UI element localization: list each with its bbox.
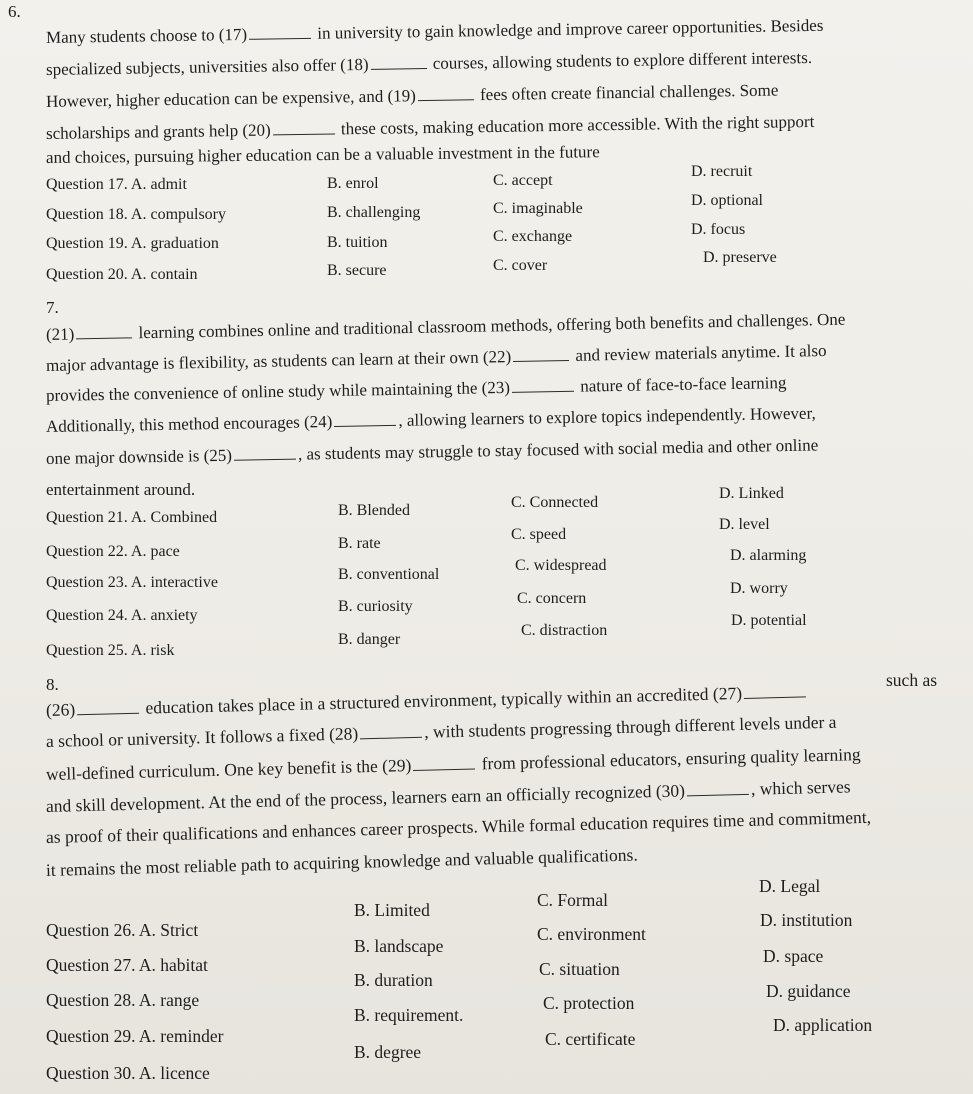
option-28-c[interactable]: C. situation [539, 959, 620, 979]
blank-25[interactable] [234, 447, 296, 461]
option-29-b[interactable]: B. requirement. [354, 1005, 464, 1025]
section-number-8: 8. [46, 675, 59, 694]
option-27-d[interactable]: D. institution [760, 910, 853, 930]
option-22-a[interactable]: A. pace [130, 543, 180, 560]
question-19: Question 19. A. graduation [46, 235, 219, 252]
section-number-6: 6. [8, 2, 21, 21]
passage-6-line-4: scholarships and grants help (20) these costs, making education more accessible. With the right support [45, 111, 815, 143]
option-18-c[interactable]: C. imaginable [493, 200, 583, 217]
passage-6-line-1: Many students choose to (17) in university to gain knowledge and improve career opportunities. Besides [45, 15, 824, 47]
option-26-c[interactable]: C. Formal [537, 890, 608, 910]
blank-17[interactable] [249, 26, 311, 40]
option-27-b[interactable]: B. landscape [354, 936, 444, 956]
blank-26[interactable] [77, 701, 139, 716]
question-21: Question 21. A. Combined [46, 509, 218, 526]
option-21-a[interactable]: A. Combined [130, 509, 218, 526]
passage-7-line-3: provides the convenience of online study while maintaining the (23) nature of face-to-face learning [45, 373, 787, 405]
option-30-b[interactable]: B. degree [354, 1042, 422, 1062]
passage-8-line-3: well-defined curriculum. One key benefit is the (29) from professional educators, ensuring quality learning [45, 744, 861, 784]
passage-7-line-2: major advantage is flexibility, as students can learn at their own (22) and review materials anytime. It also [45, 341, 827, 375]
option-21-c[interactable]: C. Connected [511, 494, 599, 511]
option-21-b[interactable]: B. Blended [338, 502, 410, 519]
option-28-a[interactable]: A. range [138, 990, 200, 1010]
question-22: Question 22. A. pace [46, 543, 180, 560]
option-22-b[interactable]: B. rate [338, 535, 381, 552]
question-26: Question 26. A. Strict [46, 920, 199, 940]
passage-8-line-2: a school or university. It follows a fixed (28) , with students progressing through different levels under a [45, 711, 837, 751]
option-22-c[interactable]: C. speed [511, 526, 567, 543]
passage-6-line-5: and choices, pursuing higher education can be a valuable investment in the future [45, 142, 600, 167]
blank-28[interactable] [360, 725, 422, 740]
option-30-d[interactable]: D. application [773, 1015, 873, 1035]
question-23: Question 23. A. interactive [46, 574, 218, 591]
option-18-b[interactable]: B. challenging [327, 204, 421, 221]
option-28-d[interactable]: D. space [763, 946, 824, 966]
option-24-c[interactable]: C. concern [517, 590, 587, 607]
option-23-c[interactable]: C. widespread [515, 557, 607, 574]
passage-8-line-1: (26) education takes place in a structured environment, typically within an accredited (27) [46, 681, 809, 721]
option-18-d[interactable]: D. optional [691, 192, 763, 209]
option-17-a[interactable]: A. admit [130, 176, 187, 193]
question-27: Question 27. A. habitat [46, 955, 208, 975]
blank-22[interactable] [513, 348, 569, 362]
blank-20[interactable] [273, 121, 335, 135]
option-25-b[interactable]: B. danger [338, 631, 401, 648]
option-20-d[interactable]: D. preserve [703, 249, 777, 266]
option-24-b[interactable]: B. curiosity [338, 598, 413, 615]
option-19-b[interactable]: B. tuition [327, 234, 388, 251]
option-17-c[interactable]: C. accept [493, 172, 553, 189]
option-27-a[interactable]: A. habitat [138, 955, 208, 975]
passage-7-line-4: Additionally, this method encourages (24) , allowing learners to explore topics independently. However, [45, 403, 816, 436]
option-22-d[interactable]: D. level [719, 516, 770, 533]
option-18-a[interactable]: A. compulsory [130, 206, 227, 223]
passage-6-line-2: specialized subjects, universities also offer (18) courses, allowing students to explore different interests. [45, 47, 813, 79]
option-25-a[interactable]: A. risk [130, 642, 175, 659]
option-21-d[interactable]: D. Linked [719, 485, 784, 502]
option-24-a[interactable]: A. anxiety [130, 607, 198, 624]
option-26-a[interactable]: A. Strict [138, 920, 199, 940]
question-20: Question 20. A. contain [46, 266, 198, 283]
option-24-d[interactable]: D. worry [730, 580, 788, 597]
option-25-d[interactable]: D. potential [731, 612, 807, 629]
option-27-c[interactable]: C. environment [537, 924, 646, 944]
option-26-d[interactable]: D. Legal [759, 876, 821, 896]
blank-30[interactable] [687, 782, 749, 797]
blank-23[interactable] [512, 379, 574, 393]
option-25-c[interactable]: C. distraction [521, 622, 608, 639]
option-20-a[interactable]: A. contain [130, 266, 198, 283]
question-28: Question 28. A. range [46, 990, 200, 1010]
option-19-c[interactable]: C. exchange [493, 228, 573, 245]
option-19-a[interactable]: A. graduation [130, 235, 219, 252]
option-26-b[interactable]: B. Limited [354, 900, 430, 920]
option-23-d[interactable]: D. alarming [730, 547, 807, 564]
option-20-c[interactable]: C. cover [493, 257, 548, 274]
passage-7-line-6: entertainment around. [46, 480, 196, 499]
option-19-d[interactable]: D. focus [691, 221, 746, 238]
option-20-b[interactable]: B. secure [327, 262, 387, 279]
passage-8-line-5: as proof of their qualifications and enhances career prospects. While formal education requires time and commitment, [45, 806, 872, 847]
passage-6-line-3: However, higher education can be expensive, and (19) fees often create financial challenges. Some [45, 80, 779, 111]
option-17-b[interactable]: B. enrol [327, 175, 379, 192]
question-18: Question 18. A. compulsory [46, 206, 227, 223]
option-29-a[interactable]: A. reminder [138, 1026, 224, 1046]
question-25: Question 25. A. risk [46, 642, 175, 659]
option-28-b[interactable]: B. duration [354, 970, 433, 990]
question-30: Question 30. A. licence [46, 1063, 210, 1083]
passage-7-line-5: one major downside is (25) , as students may struggle to stay focused with social media and other online [45, 435, 819, 468]
option-29-c[interactable]: C. protection [543, 993, 635, 1013]
question-24: Question 24. A. anxiety [46, 607, 198, 624]
section-number-7: 7. [46, 298, 59, 317]
blank-29[interactable] [413, 757, 475, 772]
passage-7-line-1: (21) learning combines online and traditional classroom methods, offering both benefits and challenges. One [45, 309, 846, 344]
option-17-d[interactable]: D. recruit [691, 163, 753, 180]
blank-18[interactable] [370, 56, 426, 70]
question-29: Question 29. A. reminder [46, 1026, 224, 1046]
option-23-a[interactable]: A. interactive [130, 574, 218, 591]
passage-8-such-as: such as [886, 670, 938, 690]
blank-21[interactable] [76, 325, 132, 339]
blank-24[interactable] [334, 413, 396, 427]
blank-27[interactable] [744, 684, 806, 699]
question-17: Question 17. A. admit [46, 176, 187, 193]
option-29-d[interactable]: D. guidance [766, 981, 851, 1001]
blank-19[interactable] [418, 87, 474, 101]
passage-8-line-6: it remains the most reliable path to acquiring knowledge and valuable qualifications. [45, 844, 638, 880]
option-30-a[interactable]: A. licence [138, 1063, 210, 1083]
option-30-c[interactable]: C. certificate [545, 1029, 636, 1049]
passage-8-line-4: and skill development. At the end of the process, learners earn an officially recognized (30) , which serves [45, 776, 851, 816]
option-23-b[interactable]: B. conventional [338, 566, 440, 583]
